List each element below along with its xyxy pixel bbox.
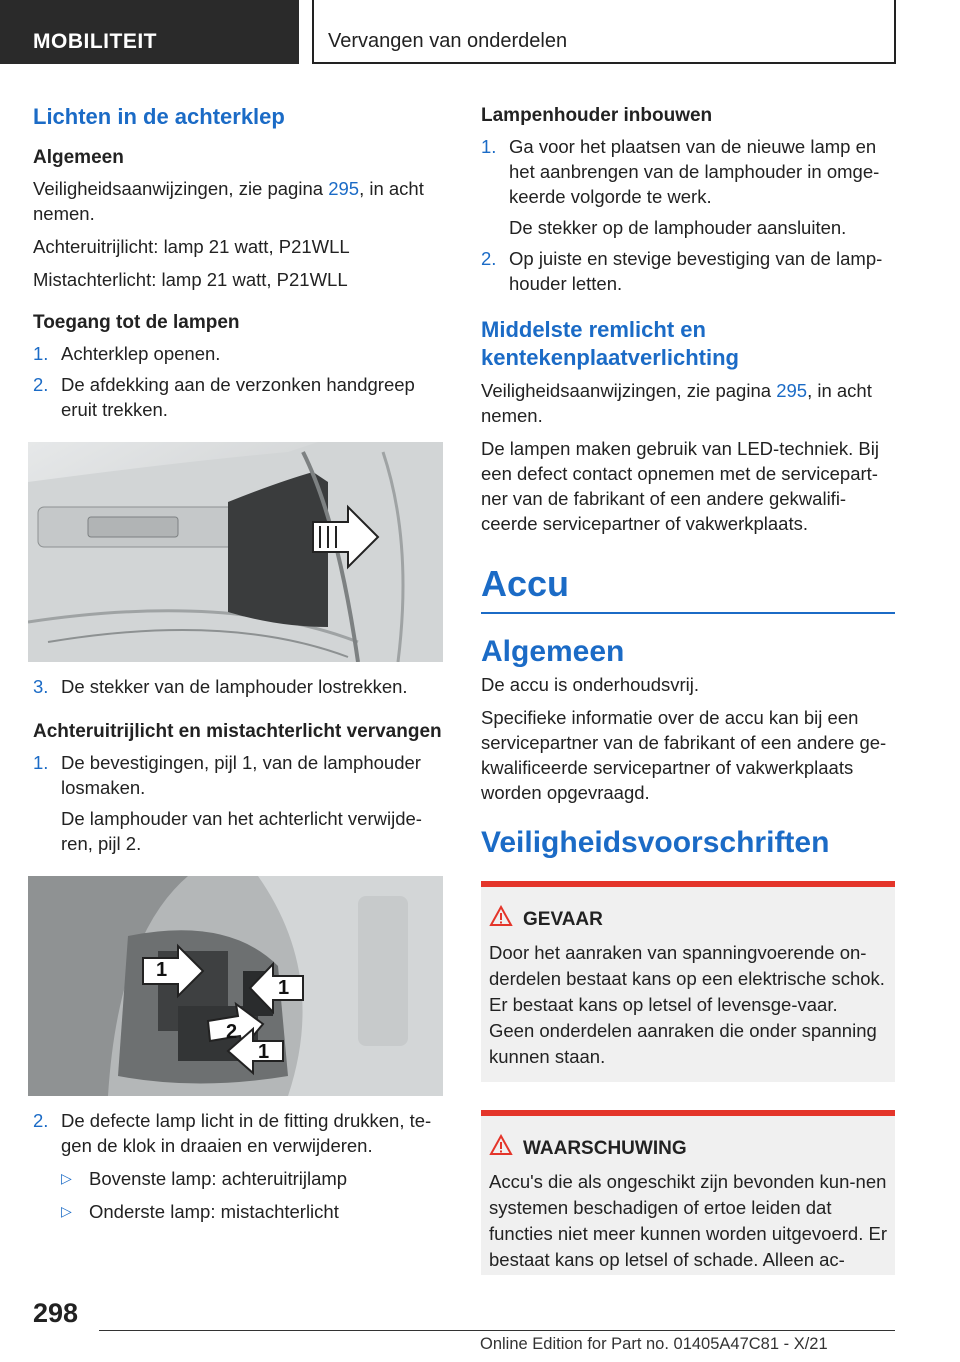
left-column — [33, 98, 445, 1224]
safety-note-text: Veiligheidsaanwijzingen, zie pagina — [33, 178, 329, 199]
edition-note: Online Edition for Part no. 01405A47C81 - X/21 — [480, 1335, 828, 1353]
middle-safety-note — [481, 378, 895, 428]
step-number: 2. — [33, 374, 49, 395]
step-number: 2. — [33, 1110, 49, 1131]
page-link-295[interactable]: 295 — [328, 178, 360, 199]
title-rule — [481, 612, 895, 614]
section-title-lights: Lichten in de achterklep — [33, 104, 285, 129]
section-label: MOBILITEIT — [33, 30, 157, 53]
fog-light-spec: Mistachterlicht: lamp 21 watt, P21WLL — [33, 269, 348, 290]
tailgate-cover-illustration — [28, 442, 443, 662]
step-number: 1. — [33, 343, 49, 364]
list-item — [33, 372, 445, 422]
list-item — [33, 341, 445, 366]
tailgate-cover-photo — [28, 442, 443, 662]
danger-box — [481, 881, 895, 1082]
step-text: Ga voor het plaatsen van de nieuwe lamp en het aanbrengen van de lamphouder in omge-keerde volgorde te werk. — [509, 136, 880, 207]
triangle-bullet-icon: ▷ — [61, 1203, 72, 1219]
danger-title — [489, 905, 887, 934]
right-column — [481, 98, 895, 1275]
safety-rules-heading: Veiligheidsvoorschriften — [481, 826, 830, 859]
safety-note — [33, 176, 445, 226]
bullet-item — [33, 1166, 445, 1191]
step-note: De lamphouder van het achterlicht verwijde-ren, pijl 2. — [61, 808, 422, 854]
lamp-holder-illustration — [28, 876, 443, 1096]
page-link-295[interactable]: 295 — [776, 380, 808, 401]
list-item — [33, 674, 445, 699]
led-note: De lampen maken gebruik van LED-techniek. Bij een defect contact opnemen met de servicepart-ner van de fabrikant of een andere gekwalifi-ceerde servicepartner of vakwerkplaats. — [481, 438, 879, 534]
danger-text: Door het aanraken van spanningvoerende on-derdelen bestaat kans op een elektrische schok. Er bestaat kans op letsel of levensge-vaar. Geen onderdelen aanraken die onder spanning kunnen staan. — [489, 942, 885, 1067]
chapter-tab — [312, 0, 896, 64]
list-item — [481, 134, 895, 209]
accu-general-heading: Algemeen — [481, 635, 625, 668]
list-item — [481, 246, 895, 296]
warning-triangle-icon — [489, 905, 519, 934]
reverse-light-spec: Achteruitrijlicht: lamp 21 watt, P21WLL — [33, 236, 350, 257]
step-number: 1. — [33, 752, 49, 773]
access-heading: Toegang tot de lampen — [33, 312, 240, 333]
install-heading: Lampenhouder inbouwen — [481, 105, 713, 126]
lamp-holder-photo — [28, 876, 443, 1096]
section-tab — [0, 0, 299, 64]
safety-note-text-end: , in acht nemen. — [33, 178, 424, 224]
step-text: De bevestigingen, pijl 1, van de lamphouder losmaken. — [61, 752, 421, 798]
warning-triangle-icon — [489, 1134, 519, 1163]
label-2: 2 — [226, 1021, 238, 1043]
safety-note-text: Veiligheidsaanwijzingen, zie pagina — [481, 380, 777, 401]
warning-label: WAARSCHUWING — [523, 1138, 687, 1159]
accu-title: Accu — [481, 563, 570, 604]
list-item — [33, 1108, 445, 1158]
warning-text: Accu's die als ongeschikt zijn bevonden kun-nen systemen beschadigen of ertoe leiden dat functies niet meer kunnen worden uitgevoerd. Er bestaat kans op letsel of schade. Alleen ac- — [489, 1171, 887, 1270]
middle-light-title: Middelste remlicht en kentekenplaatverlichting — [481, 317, 739, 370]
bullet-item — [33, 1199, 445, 1224]
accu-maintenance-note: De accu is onderhoudsvrij. — [481, 674, 699, 695]
step-number: 3. — [33, 676, 49, 697]
replace-heading: Achteruitrijlicht en mistachterlicht vervangen — [33, 721, 442, 742]
warning-title — [489, 1134, 887, 1163]
bullet-text: Bovenste lamp: achteruitrijlamp — [89, 1168, 348, 1189]
warning-box — [481, 1110, 895, 1275]
step-number: 1. — [481, 136, 497, 157]
label-1a: 1 — [156, 959, 168, 981]
step-number: 2. — [481, 248, 497, 269]
safety-note-text-end: , in acht nemen. — [481, 380, 872, 426]
list-item — [33, 750, 445, 800]
label-1c: 1 — [258, 1041, 270, 1063]
step-text: De defecte lamp licht in de fitting drukken, te-gen de klok in draaien en verwijderen. — [61, 1110, 432, 1156]
page-number: 298 — [33, 1298, 79, 1328]
footer-rule — [99, 1330, 895, 1331]
accu-info-note: Specifieke informatie over de accu kan bij een servicepartner van de fabrikant of een andere ge-kwalificeerde servicepartner of vakwerkplaats worden opgevraagd. — [481, 707, 887, 803]
general-heading: Algemeen — [33, 147, 124, 168]
label-1b: 1 — [278, 977, 290, 999]
danger-label: GEVAAR — [523, 909, 603, 930]
chapter-label: Vervangen van onderdelen — [328, 30, 568, 52]
step-text: Achterklep openen. — [61, 343, 221, 364]
step-text: De afdekking aan de verzonken handgreep eruit trekken. — [61, 374, 415, 420]
bullet-text: Onderste lamp: mistachterlicht — [89, 1201, 339, 1222]
step-note: De stekker op de lamphouder aansluiten. — [509, 217, 847, 238]
triangle-bullet-icon: ▷ — [61, 1170, 72, 1186]
step-text: De stekker van de lamphouder lostrekken. — [61, 676, 408, 697]
step-text: Op juiste en stevige bevestiging van de lamp-houder letten. — [509, 248, 883, 294]
